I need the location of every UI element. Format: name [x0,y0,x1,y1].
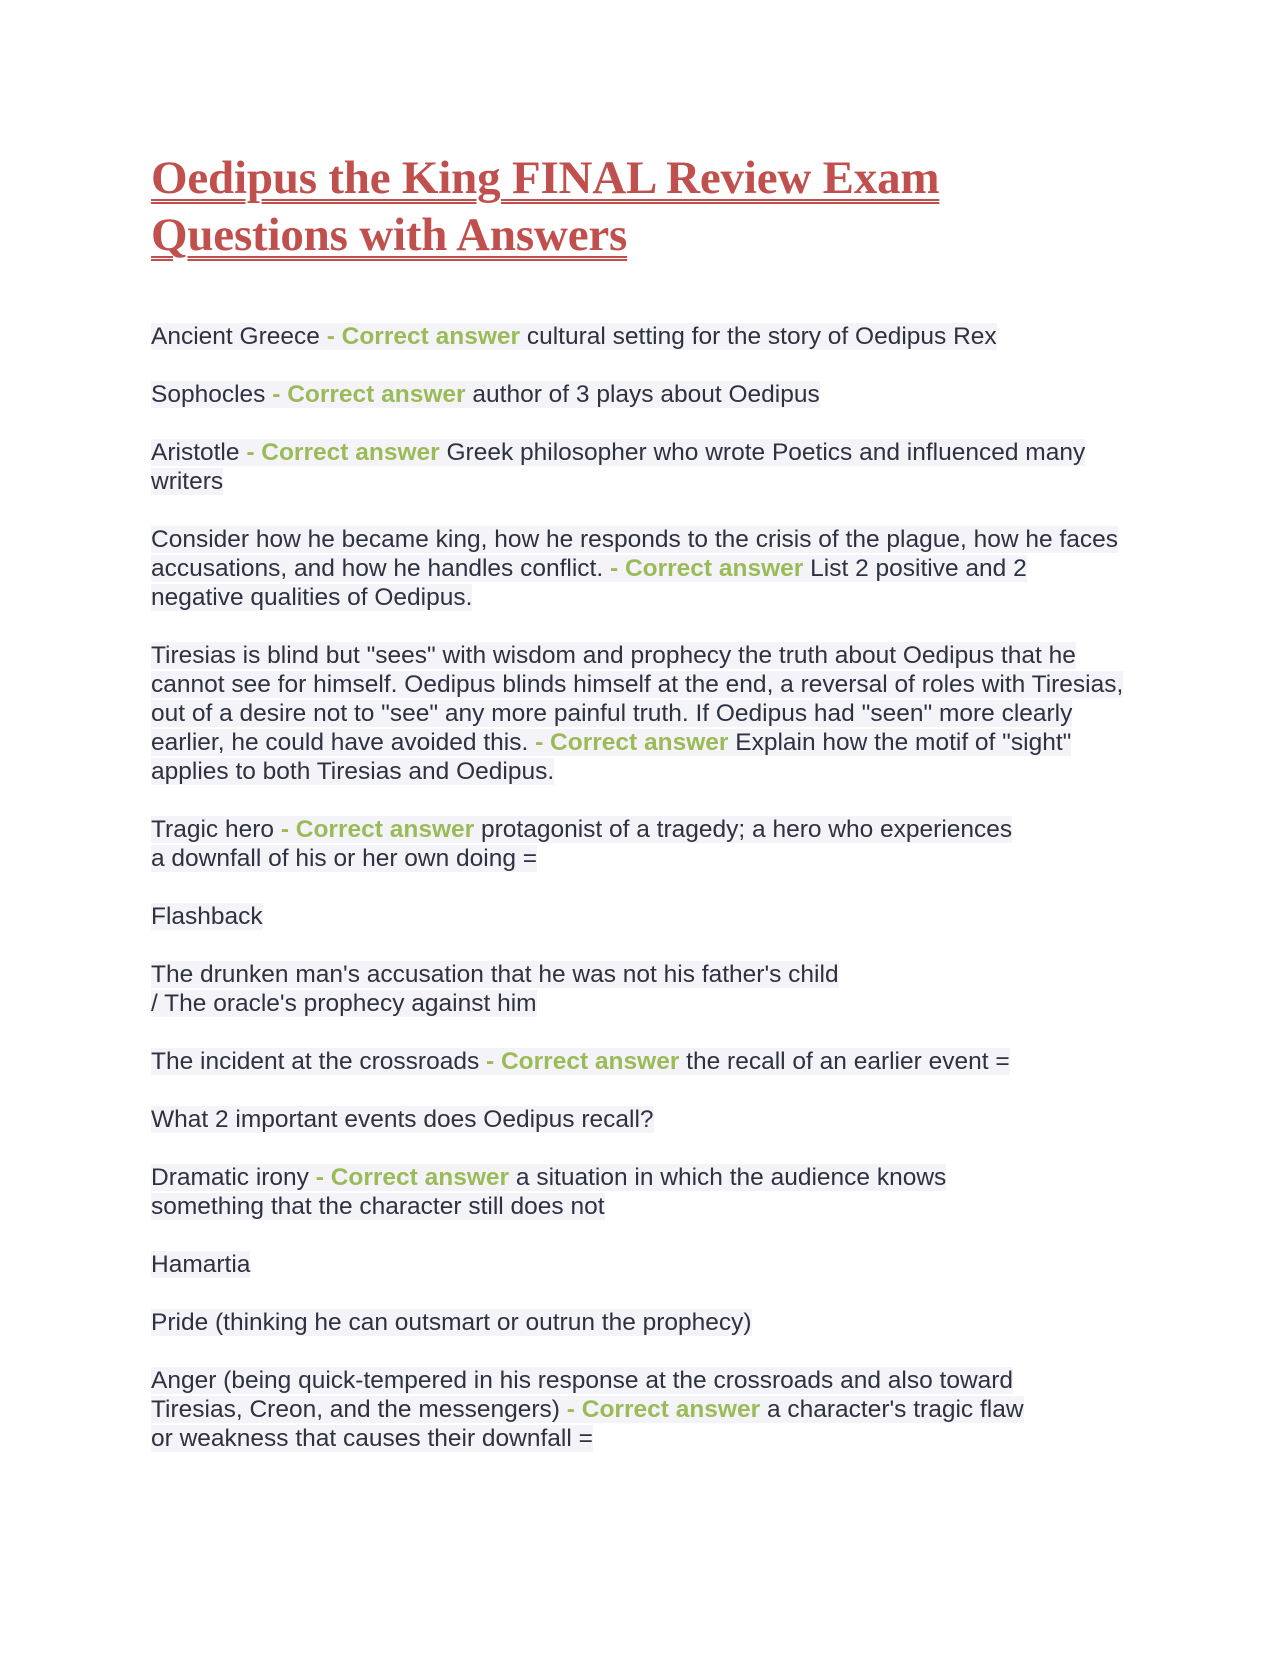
correct-answer-marker: - Correct answer [315,1164,510,1191]
entry-term: Ancient Greece [151,323,327,350]
entry-pride [151,1308,1126,1337]
qa-entry-dramatic-irony [151,1163,1066,1221]
entry-term: Aristotle [151,439,247,466]
qa-entry-ancient-greece [151,322,1126,351]
entry-definition: a situation in which the audience knows something that the character still does not [151,1164,947,1220]
correct-answer-marker: - Correct answer [486,1048,680,1075]
entry-term: Sophocles [151,381,273,408]
correct-answer-marker: - Correct answer [326,323,521,350]
qa-entry-tragic-hero [151,815,1031,873]
entry-text: Flashback [151,903,263,930]
qa-entry-anger [151,1366,1041,1453]
correct-answer-marker: - Correct answer [609,555,804,582]
entry-term: Dramatic irony [151,1164,316,1191]
entry-line: / The oracle's prophecy against him [151,990,537,1017]
correct-answer-marker: - Correct answer [246,439,440,466]
entry-definition: Greek philosopher who wrote Poetics and influenced many writers [151,439,1086,495]
entry-definition: a character's tragic flaw or weakness that causes their downfall = [151,1396,1024,1452]
entry-term: Anger (being quick-tempered in his response at the crossroads and also toward Tiresias, Creon, and the messengers) [151,1367,1014,1423]
entry-text: Hamartia [151,1251,251,1278]
entry-definition: author of 3 plays about Oedipus [465,381,820,408]
entry-definition: cultural setting for the story of Oedipus Rex [520,323,997,350]
entry-hamartia [151,1250,1126,1279]
qa-entry-sophocles [151,380,1126,409]
entry-question-recall [151,1105,1126,1134]
entry-recalled-events [151,960,1126,1018]
qa-entry-sight-motif [151,641,1126,786]
entry-definition: Explain how the motif of "sight" applies to both Tiresias and Oedipus. [151,729,1072,785]
correct-answer-marker: - Correct answer [280,816,475,843]
correct-answer-marker: - Correct answer [272,381,466,408]
entry-term: Consider how he became king, how he responds to the crisis of the plague, how he faces accusations, and how he handles conflict. [151,526,1118,582]
entry-line: The drunken man's accusation that he was not his father's child [151,961,839,988]
entry-flashback [151,902,1126,931]
correct-answer-marker: - Correct answer [535,729,729,756]
entry-definition: protagonist of a tragedy; a hero who experiences a downfall of his or her own doing = [151,816,1013,872]
entry-text: What 2 important events does Oedipus recall? [151,1106,654,1133]
qa-entry-aristotle [151,438,1126,496]
entry-term: Tiresias is blind but "sees" with wisdom and prophecy the truth about Oedipus that he cannot see for himself. Oedipus blinds himself at the end, a reversal of roles with Tiresias, out of a desire not to "see" any more painful truth. If Oedipus had "seen" more clearly earlier, he could have avoided this. [151,642,1124,756]
entry-text: Pride (thinking he can outsmart or outrun the prophecy) [151,1309,752,1336]
entry-term: The incident at the crossroads [151,1048,487,1075]
qa-entry-oedipus-qualities [151,525,1126,612]
qa-entry-crossroads [151,1047,1126,1076]
entry-definition: the recall of an earlier event = [679,1048,1010,1075]
document-page [151,150,1131,1482]
entry-definition: List 2 positive and 2 negative qualities of Oedipus. [151,555,1027,611]
document-title: Oedipus the King FINAL Review Exam Questions with Answers [151,152,940,261]
correct-answer-marker: - Correct answer [566,1396,761,1423]
entry-term: Tragic hero [151,816,281,843]
